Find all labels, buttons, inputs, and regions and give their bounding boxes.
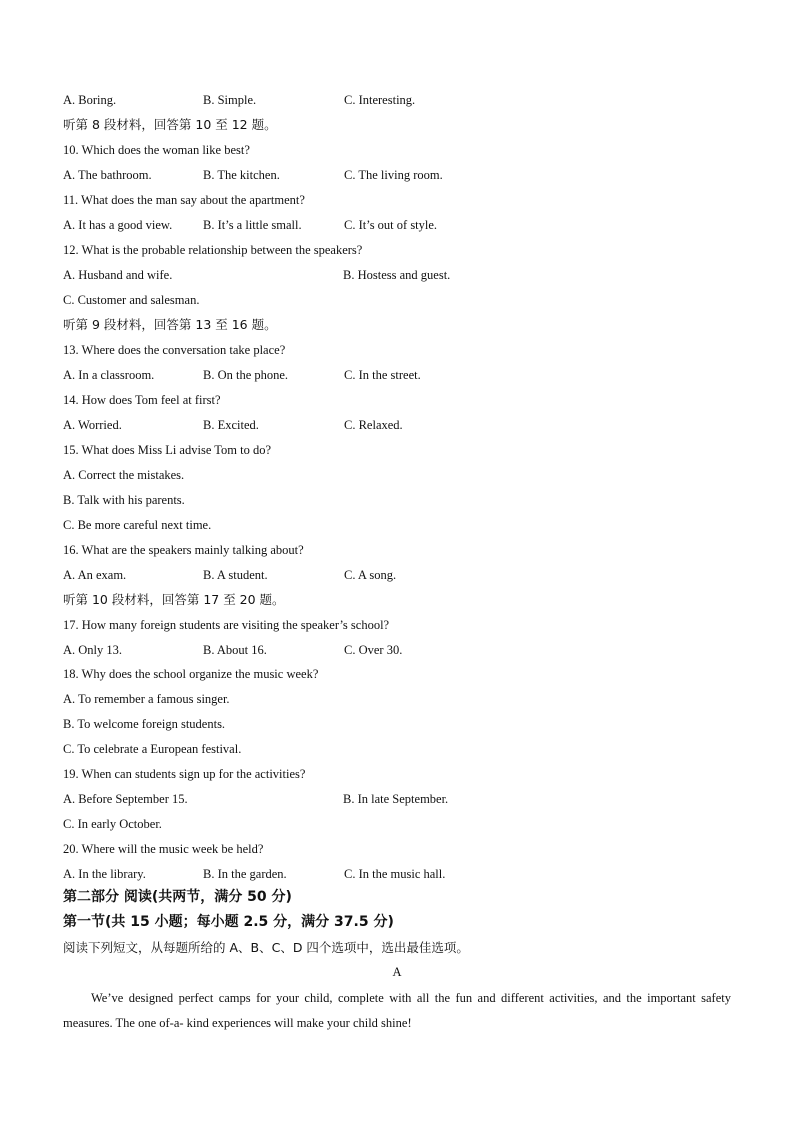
part2-heading: 第二部分 阅读(共两节，满分 50 分) <box>63 889 292 905</box>
q12-option-a: A. Husband and wife. <box>63 268 173 282</box>
q15-stem: 15. What does Miss Li advise Tom to do? <box>63 443 272 457</box>
q15-option-b: B. Talk with his parents. <box>63 493 185 507</box>
q16-option-b: B. A student. <box>203 568 268 582</box>
q18-stem: 18. Why does the school organize the music week? <box>63 667 319 681</box>
q17-option-a: A. Only 13. <box>63 643 123 657</box>
q13-stem: 13. Where does the conversation take place? <box>63 343 286 357</box>
q20-stem: 20. Where will the music week be held? <box>63 842 264 856</box>
q20-option-b: B. In the garden. <box>203 867 287 881</box>
q14-stem: 14. How does Tom feel at first? <box>63 393 221 407</box>
q12-option-b: B. Hostess and guest. <box>343 268 451 282</box>
q12-stem: 12. What is the probable relationship between the speakers? <box>63 243 363 257</box>
q9-option-a: A. Boring. <box>63 93 117 107</box>
q16-option-c: C. A song. <box>344 568 397 582</box>
q17-stem: 17. How many foreign students are visiting the speaker’s school? <box>63 618 390 632</box>
q19-option-c: C. In early October. <box>63 817 162 831</box>
passage-a-paragraph: We’ve designed perfect camps for your child, complete with all the fun and different activities, and the important safety measures. The one of-a- kind experiences will make your child shine! <box>63 991 731 1030</box>
q16-stem: 16. What are the speakers mainly talking about? <box>63 543 304 557</box>
q14-option-a: A. Worried. <box>63 418 122 432</box>
q13-option-c: C. In the street. <box>344 368 421 382</box>
passage-label: A <box>392 965 402 979</box>
q18-option-a: A. To remember a famous singer. <box>63 692 230 706</box>
q12-option-c: C. Customer and salesman. <box>63 293 200 307</box>
q13-option-a: A. In a classroom. <box>63 368 155 382</box>
q11-option-c: C. It’s out of style. <box>344 218 438 232</box>
q15-option-c: C. Be more careful next time. <box>63 518 212 532</box>
q20-option-c: C. In the music hall. <box>344 867 446 881</box>
q13-option-b: B. On the phone. <box>203 368 289 382</box>
q20-option-a: A. In the library. <box>63 867 146 881</box>
q18-option-c: C. To celebrate a European festival. <box>63 742 242 756</box>
q11-option-a: A. It has a good view. <box>63 218 173 232</box>
q15-option-a: A. Correct the mistakes. <box>63 468 185 482</box>
q14-option-b: B. Excited. <box>203 418 259 432</box>
q11-option-b: B. It’s a little small. <box>203 218 302 232</box>
q17-option-c: C. Over 30. <box>344 643 403 657</box>
q9-option-c: C. Interesting. <box>344 93 416 107</box>
q10-option-a: A. The bathroom. <box>63 168 152 182</box>
section10-intro: 听第 10 段材料，回答第 17 至 20 题。 <box>63 592 285 607</box>
q19-option-b: B. In late September. <box>343 792 449 806</box>
q17-option-b: B. About 16. <box>203 643 267 657</box>
section8-intro: 听第 8 段材料，回答第 10 至 12 题。 <box>63 117 277 132</box>
q9-option-b: B. Simple. <box>203 93 257 107</box>
q14-option-c: C. Relaxed. <box>344 418 403 432</box>
q19-stem: 19. When can students sign up for the activities? <box>63 767 306 781</box>
q10-option-b: B. The kitchen. <box>203 168 280 182</box>
q10-option-c: C. The living room. <box>344 168 443 182</box>
q19-option-a: A. Before September 15. <box>63 792 188 806</box>
part2-section1-heading: 第一节(共 15 小题；每小题 2.5 分，满分 37.5 分) <box>63 914 394 930</box>
reading-instruction: 阅读下列短文，从每题所给的 A、B、C、D 四个选项中，选出最佳选项。 <box>63 940 469 955</box>
q10-stem: 10. Which does the woman like best? <box>63 143 250 157</box>
q18-option-b: B. To welcome foreign students. <box>63 717 226 731</box>
q16-option-a: A. An exam. <box>63 568 127 582</box>
q11-stem: 11. What does the man say about the apartment? <box>63 193 305 207</box>
section9-intro: 听第 9 段材料，回答第 13 至 16 题。 <box>63 317 277 332</box>
